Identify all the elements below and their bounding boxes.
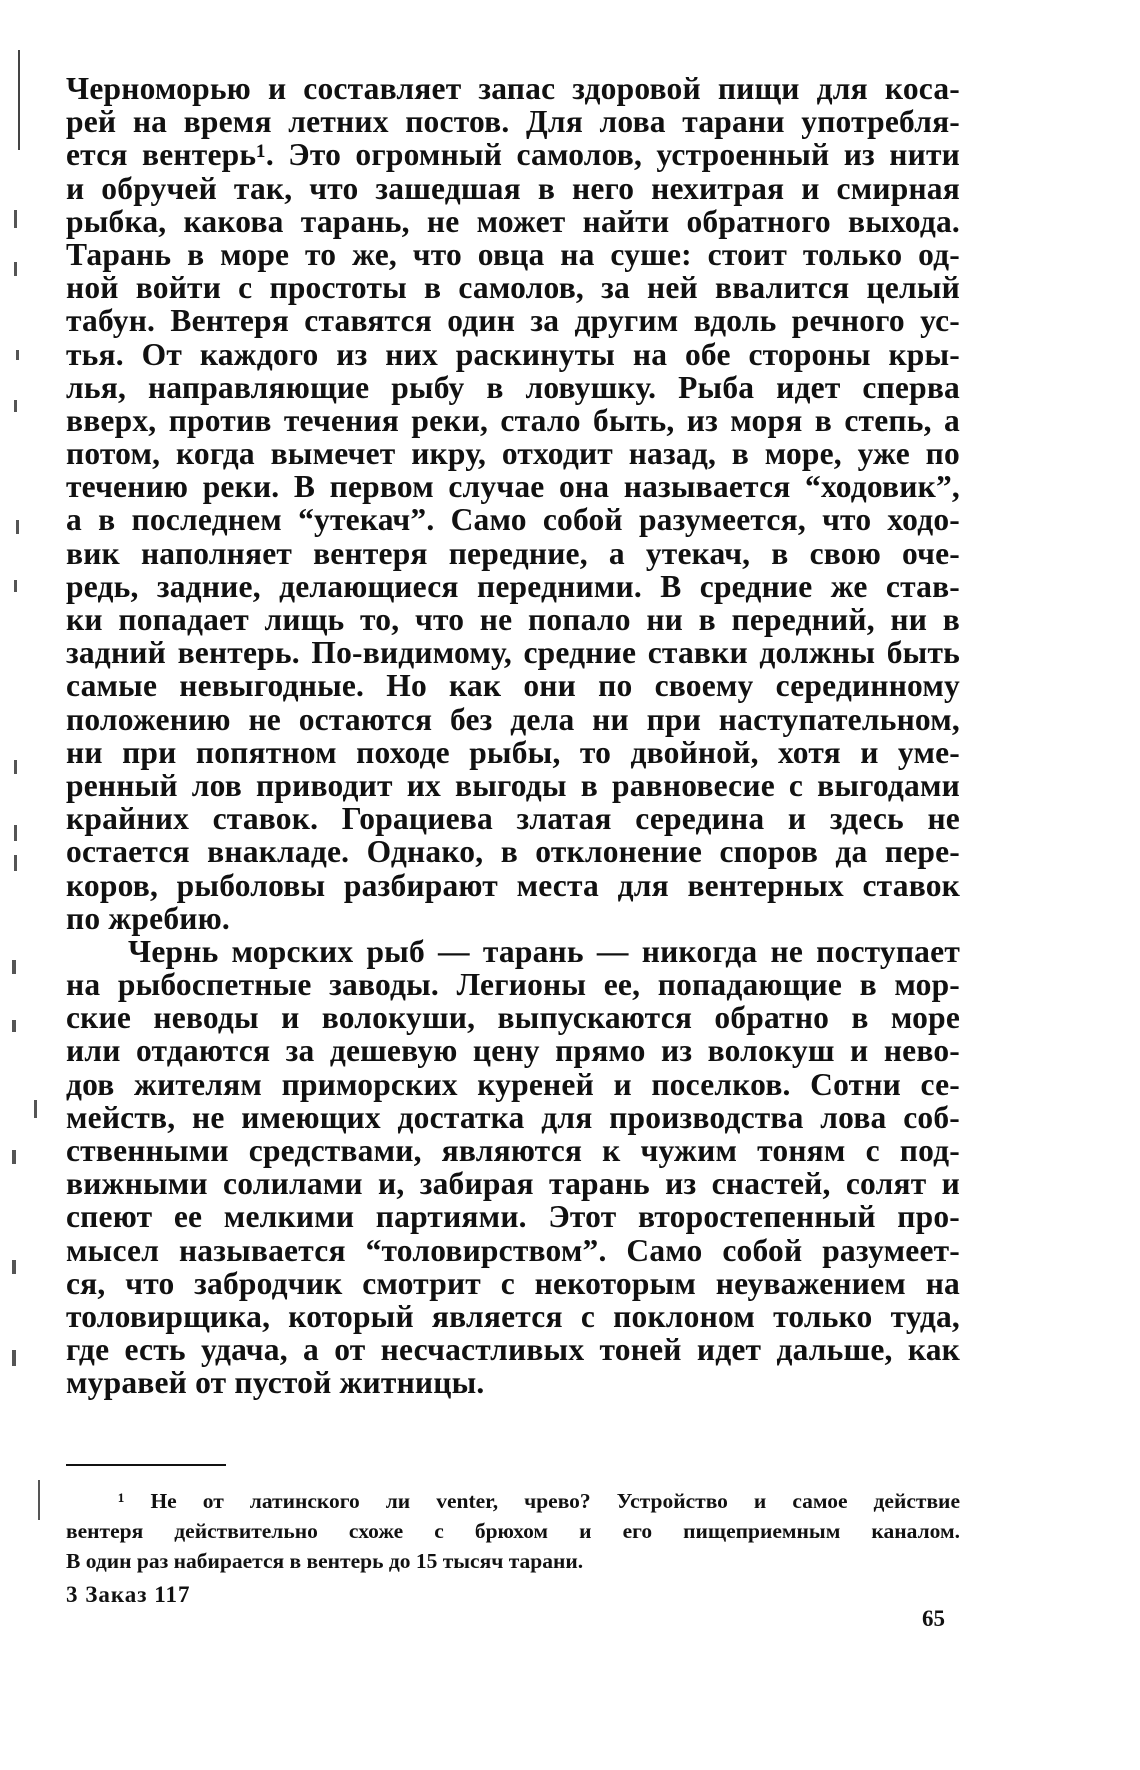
text-line: ной войти с простоты в самолов, за ней ввалится целый (66, 270, 960, 306)
footnote-divider (66, 1464, 226, 1466)
text-line: Черноморью и составляет запас здоровой пищи для коса- (66, 71, 960, 106)
margin-speck (34, 1100, 37, 1118)
text-line: крайних ставок. Горациева златая середина и здесь не (66, 801, 960, 837)
text-line: ки попадает лищь то, что не попало ни в передний, ни в (66, 602, 960, 637)
margin-speck (12, 1150, 16, 1164)
text-line: муравей от пустой житницы. (66, 1365, 485, 1401)
text-line: коров, рыболовы разбирают места для вентерных ставок (66, 867, 960, 903)
text-line: а в последнем “утекач”. Само собой разумеется, что ходо- (66, 502, 960, 538)
margin-speck (16, 520, 19, 534)
text-line: ется вентерь¹. Это огромный самолов, устроенный из нити (66, 137, 960, 173)
text-line: течению реки. В первом случае она называется “ходовик”, (66, 469, 960, 505)
margin-speck (14, 400, 17, 412)
text-line: и обручей так, что зашедшая в него нехитрая и смирная (66, 170, 960, 206)
margin-speck (12, 1020, 16, 1032)
main-text (66, 72, 960, 1400)
text-line: тья. От каждого из них раскинуты на обе стороны кры- (66, 336, 960, 372)
text-line: дов жителям приморских куреней и поселков. Сотни се- (66, 1066, 960, 1102)
text-line: Тарань в море то же, что овца на суше: стоит только од- (66, 236, 960, 272)
text-line: вверх, против течения реки, стало быть, из моря в степь, а (66, 402, 960, 438)
footnote (66, 1486, 960, 1576)
text-line: толовирщика, который является с поклоном только туда, (66, 1298, 960, 1334)
margin-speck (14, 210, 17, 228)
text-line: мысел называется “толовирством”. Само собой разумеет- (66, 1232, 960, 1268)
text-line: ни при попятном походе рыбы, то двойной, хотя и уме- (66, 734, 960, 770)
text-line: спеют ее мелкими партиями. Этот второстепенный про- (66, 1199, 960, 1235)
text-line: где есть удача, а от несчастливых тоней идет дальше, как (66, 1332, 960, 1368)
page-number: 65 (922, 1606, 945, 1631)
text-line: мейств, не имеющих достатка для производства лова соб- (66, 1099, 960, 1135)
footnote-line: В один раз набирается в вентерь до 15 тысяч тарани. (66, 1549, 584, 1573)
margin-speck (14, 580, 17, 592)
text-line: Чернь морских рыб — тарань — никогда не поступает (128, 933, 960, 969)
text-line: на рыбоспетные заводы. Легионы ее, попадающие в мор- (66, 967, 960, 1003)
margin-speck (12, 960, 16, 974)
margin-speck (14, 855, 17, 871)
margin-speck (12, 1260, 16, 1274)
paragraph-1 (66, 72, 960, 935)
paragraph-2 (66, 935, 960, 1400)
text-line: самые невыгодные. Но как они по своему серединному (66, 668, 960, 704)
text-line: рыбка, какова тарань, не может найти обратного выхода. (66, 203, 960, 239)
text-line: положению не остаются без дела ни при наступательном, (66, 701, 960, 737)
text-line: ренный лов приводит их выгоды в равновесие с выгодами (66, 767, 960, 803)
text-line: или отдаются за дешевую цену прямо из волокуш и нево- (66, 1033, 960, 1069)
text-line: рей на время летних постов. Для лова тарани употребля- (66, 104, 960, 140)
text-line: ся, что забродчик смотрит с некоторым неуважением на (66, 1265, 960, 1301)
text-line: лья, направляющие рыбу в ловушку. Рыба идет сперва (66, 369, 960, 405)
margin-speck (14, 262, 17, 276)
text-line: остается внакладе. Однако, в отклонение споров да пере- (66, 834, 960, 870)
text-line: вик наполняет вентеря передние, а утекач, в свою оче- (66, 535, 960, 571)
margin-rule (18, 50, 20, 150)
text-line: потом, когда вымечет икру, отходит назад, в море, уже по (66, 436, 960, 472)
margin-speck (12, 1350, 16, 1366)
margin-speck (16, 350, 19, 360)
footnote-line: ¹ Не от латинского ли venter, чрево? Устройство и самое действие (118, 1489, 960, 1513)
text-line: задний вентерь. По-видимому, средние ставки должны быть (66, 635, 960, 671)
margin-speck (38, 1480, 40, 1520)
text-line: табун. Вентеря ставятся один за другим вдоль речного ус- (66, 303, 960, 339)
text-line: вижными солилами и, забирая тарань из снастей, солят и (66, 1166, 960, 1202)
margin-speck (14, 760, 17, 774)
margin-speck (14, 825, 17, 841)
print-order-mark: 3 Заказ 117 (66, 1582, 191, 1607)
footnote-line: вентеря действительно схоже с брюхом и его пищеприемным каналом. (66, 1519, 960, 1543)
text-line: редь, задние, делающиеся передними. В средние же став- (66, 568, 960, 604)
text-line: по жребию. (66, 900, 230, 936)
text-line: ственными средствами, являются к чужим тоням с под- (66, 1133, 960, 1168)
text-line: ские неводы и волокуши, выпускаются обратно в море (66, 1000, 960, 1036)
scan-margin-artifacts (0, 0, 60, 1770)
